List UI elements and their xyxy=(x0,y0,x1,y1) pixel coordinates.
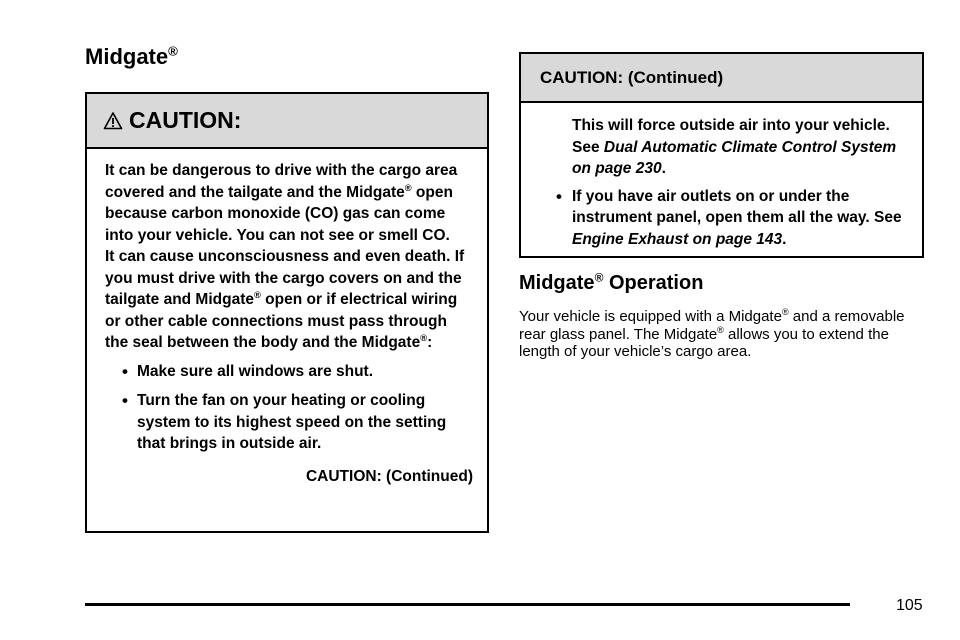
body-text: Your vehicle is equipped with a Midgate® and a removable rear glass panel. The Midgate® allows you to extend the length of your vehicle’s cargo area. xyxy=(519,307,905,360)
page-number: 105 xyxy=(896,597,923,614)
caution-bullet: • If you have air outlets on or under the instrument panel, open them all the way. See Engine Exhaust on page 143. xyxy=(572,186,908,251)
registered-mark: ® xyxy=(420,332,428,343)
registered-mark: ® xyxy=(168,43,178,59)
caution-bullet: • Make sure all windows are shut. xyxy=(137,361,473,383)
caution-paragraph: This will force outside air into your vehicle. See Dual Automatic Climate Control System on page 230. xyxy=(572,117,897,177)
caution-continued-label: CAUTION: (Continued) xyxy=(305,467,473,485)
caution-body xyxy=(87,149,487,487)
caution-header-label: CAUTION: xyxy=(129,107,242,133)
registered-mark: ® xyxy=(781,307,789,317)
registered-mark: ® xyxy=(594,270,604,285)
registered-mark: ® xyxy=(254,289,261,300)
caution-body xyxy=(521,103,922,250)
caution-bullet: • Turn the fan on your heating or cooling system to its highest speed on the setting that brings in outside air. xyxy=(137,390,473,455)
footer-rule xyxy=(85,603,850,606)
cross-reference: Engine Exhaust on page 143 xyxy=(572,230,783,248)
caution-header xyxy=(87,94,487,149)
caution-paragraph: It can be dangerous to drive with the cargo area covered and the tailgate and the Midgate® open because carbon monoxide (CO) gas can come into your vehicle. You can not see or smell CO. xyxy=(105,162,458,244)
registered-mark: ® xyxy=(717,324,724,335)
caution-bullet-list xyxy=(105,361,473,455)
registered-mark: ® xyxy=(404,182,412,193)
warning-triangle-icon xyxy=(103,111,123,131)
caution-box-continued xyxy=(519,52,924,258)
section-title: Midgate® xyxy=(85,43,178,69)
cross-reference: Dual Automatic Climate Control System on page 230 xyxy=(572,138,897,177)
caution-paragraph: It can cause unconsciousness and even death. If you must drive with the cargo covers on and the tailgate and Midgate® open or if electrical wiring or other cable connections must pass through the seal between the body and the Midgate®: xyxy=(105,248,465,351)
subsection-title: Midgate® Operation xyxy=(519,270,704,294)
caution-header: CAUTION: (Continued) xyxy=(521,54,922,103)
caution-box xyxy=(85,92,489,533)
caution-bullet-list xyxy=(572,186,908,251)
